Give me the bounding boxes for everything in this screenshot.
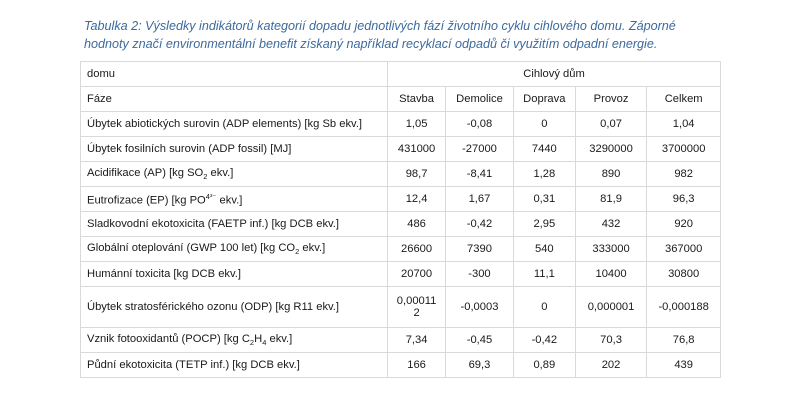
cell-value: 20700 [388,262,446,287]
row-label-text: ekv.] [299,241,326,254]
cell-value: -0,42 [513,328,575,353]
row-label-subscript: 2 [295,247,300,257]
cell-value: 431000 [388,137,446,162]
cell-value: 333000 [575,237,647,262]
row-label: Úbytek abiotických surovin (ADP elements) [kg Sb ekv.] [81,112,388,137]
row-label-text: ekv.] [216,194,243,207]
cell-value: 0,31 [513,187,575,212]
row-label-subscript: 2 [203,172,208,182]
row-label-text: ekv.] [207,166,234,179]
cell-value: -0,000188 [647,287,721,328]
cell-value-line-1: 0,00011 [396,295,437,307]
cell-value: 7440 [513,137,575,162]
cell-value: 12,4 [388,187,446,212]
cell-value: -27000 [446,137,514,162]
cell-value: 1,28 [513,162,575,187]
cell-value: 76,8 [647,328,721,353]
header-label-faze: Fáze [81,87,388,112]
table-row [81,137,721,162]
cell-value: 982 [647,162,721,187]
cell-value: 1,67 [446,187,514,212]
cell-value: 7,34 [388,328,446,353]
cell-value: 0 [513,287,575,328]
row-label [81,187,388,212]
cell-value: 96,3 [647,187,721,212]
cell-value: -0,42 [446,212,514,237]
table-row [81,262,721,287]
cell-value: 439 [647,353,721,378]
cell-value: -300 [446,262,514,287]
row-label: Úbytek fosilních surovin (ADP fossil) [MJ] [81,137,388,162]
cell-value: 540 [513,237,575,262]
cell-value: 69,3 [446,353,514,378]
row-label-subscript: 4 [262,338,267,348]
cell-value: 70,3 [575,328,647,353]
cell-value: 432 [575,212,647,237]
row-label-text: Eutrofizace (EP) [kg PO [87,194,206,207]
cell-value: 10400 [575,262,647,287]
table-row [81,287,721,328]
row-label: Sladkovodní ekotoxicita (FAETP inf.) [kg DCB ekv.] [81,212,388,237]
row-label: Humánní toxicita [kg DCB ekv.] [81,262,388,287]
table-row [81,237,721,262]
cell-value: 0,000001 [575,287,647,328]
cell-value: 26600 [388,237,446,262]
cell-value: 0 [513,112,575,137]
cell-value: 920 [647,212,721,237]
cell-value: 202 [575,353,647,378]
cell-value: 30800 [647,262,721,287]
table-row [81,353,721,378]
row-label: Půdní ekotoxicita (TETP inf.) [kg DCB ekv.] [81,353,388,378]
row-label-text: Acidifikace (AP) [kg SO [87,166,204,179]
row-label-superscript: 4³⁻ [205,191,217,201]
cell-value: 81,9 [575,187,647,212]
row-label-text: Globální oteplování (GWP 100 let) [kg CO [87,241,296,254]
col-header-provoz: Provoz [575,87,647,112]
row-label [81,328,388,353]
caption-line-1: Tabulka 2: Výsledky indikátorů kategorií dopadu jednotlivých fází životního cyklu cihlového domu. Záporné [84,19,676,33]
cell-value: 3700000 [647,137,721,162]
cell-value: 0,89 [513,353,575,378]
col-header-celkem: Celkem [647,87,721,112]
table-caption [84,17,764,53]
cell-value: 367000 [647,237,721,262]
cell-value: 166 [388,353,446,378]
table-row [81,112,721,137]
cell-value: 98,7 [388,162,446,187]
col-header-doprava: Doprava [513,87,575,112]
row-label [81,237,388,262]
header-row-1 [81,62,721,87]
row-label-text: ekv.] [266,332,293,345]
cell-value: -8,41 [446,162,514,187]
table-row [81,328,721,353]
table-row [81,187,721,212]
table-row [81,212,721,237]
cell-value: -0,45 [446,328,514,353]
table-row [81,162,721,187]
cell-value: -0,08 [446,112,514,137]
header-group: Cihlový dům [388,62,721,87]
row-label: Úbytek stratosférického ozonu (ODP) [kg R11 ekv.] [81,287,388,328]
row-label-text: H [254,332,263,345]
cell-value: -0,0003 [446,287,514,328]
row-label-text: Vznik fotooxidantů (POCP) [kg C [87,332,250,345]
row-label [81,162,388,187]
row-label-subscript: 2 [249,338,255,348]
cell-value: 7390 [446,237,514,262]
header-label-domu: domu [81,62,388,87]
col-header-demolice: Demolice [446,87,514,112]
cell-value-line-2: 2 [413,307,420,319]
cell-value: 11,1 [513,262,575,287]
cell-value: 890 [575,162,647,187]
cell-value: 486 [388,212,446,237]
impact-table [80,61,721,378]
cell-value: 0,07 [575,112,647,137]
cell-value: 3290000 [575,137,647,162]
caption-line-2: hodnoty značí environmentální benefit získaný například recyklací odpadů či využitím odpadní energie. [84,37,658,51]
cell-value: 1,05 [388,112,446,137]
cell-value [388,287,446,328]
cell-value: 1,04 [647,112,721,137]
cell-value: 2,95 [513,212,575,237]
header-row-2 [81,87,721,112]
col-header-stavba: Stavba [388,87,446,112]
